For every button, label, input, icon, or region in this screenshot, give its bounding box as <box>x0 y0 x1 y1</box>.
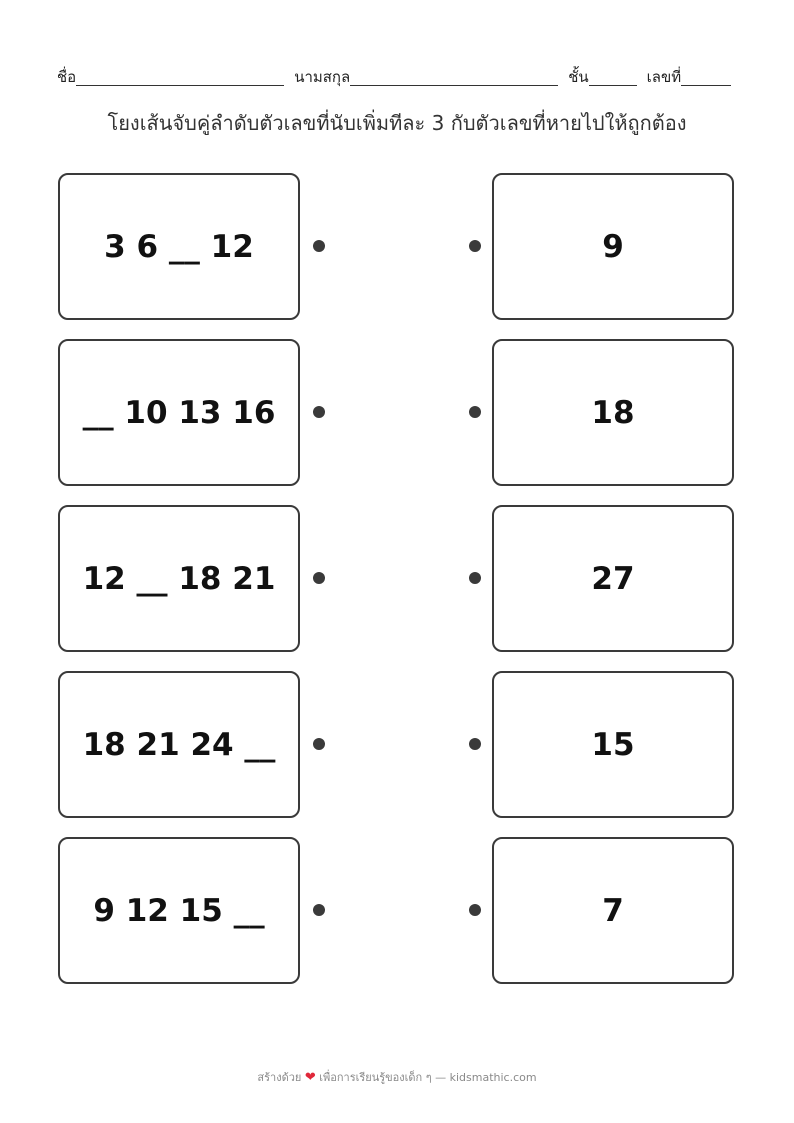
left-dot-5[interactable] <box>313 904 325 916</box>
sequence-card-4: 18 21 24 __ <box>58 671 300 818</box>
heart-icon: ❤ <box>304 1070 316 1085</box>
answer-card-3: 27 <box>492 505 734 652</box>
right-dot-1[interactable] <box>469 240 481 252</box>
answer-card-2: 18 <box>492 339 734 486</box>
footer-prefix: สร้างด้วย <box>257 1071 302 1084</box>
sequence-card-3: 12 __ 18 21 <box>58 505 300 652</box>
surname-label: นามสกุล <box>294 68 351 86</box>
left-dot-1[interactable] <box>313 240 325 252</box>
name-label: ชื่อ <box>57 68 77 86</box>
student-info-header <box>57 62 749 86</box>
class-field[interactable] <box>589 67 637 86</box>
footer-credit <box>0 1068 794 1086</box>
surname-field[interactable] <box>350 67 558 86</box>
name-field[interactable] <box>76 67 284 86</box>
number-label: เลขที่ <box>646 68 682 86</box>
sequence-card-2: __ 10 13 16 <box>58 339 300 486</box>
instruction-text: โยงเส้นจับคู่ลำดับตัวเลขที่นับเพิ่มทีละ 3 กับตัวเลขที่หายไปให้ถูกต้อง <box>107 111 687 135</box>
answer-card-1: 9 <box>492 173 734 320</box>
answer-card-5: 7 <box>492 837 734 984</box>
class-label: ชั้น <box>568 68 589 86</box>
footer-suffix: เพื่อการเรียนรู้ของเด็ก ๆ — kidsmathic.com <box>319 1071 537 1084</box>
sequence-card-5: 9 12 15 __ <box>58 837 300 984</box>
right-dot-5[interactable] <box>469 904 481 916</box>
number-field[interactable] <box>681 67 731 86</box>
right-dot-3[interactable] <box>469 572 481 584</box>
left-dot-3[interactable] <box>313 572 325 584</box>
right-dot-4[interactable] <box>469 738 481 750</box>
answer-card-4: 15 <box>492 671 734 818</box>
right-dot-2[interactable] <box>469 406 481 418</box>
left-dot-4[interactable] <box>313 738 325 750</box>
left-dot-2[interactable] <box>313 406 325 418</box>
sequence-card-1: 3 6 __ 12 <box>58 173 300 320</box>
